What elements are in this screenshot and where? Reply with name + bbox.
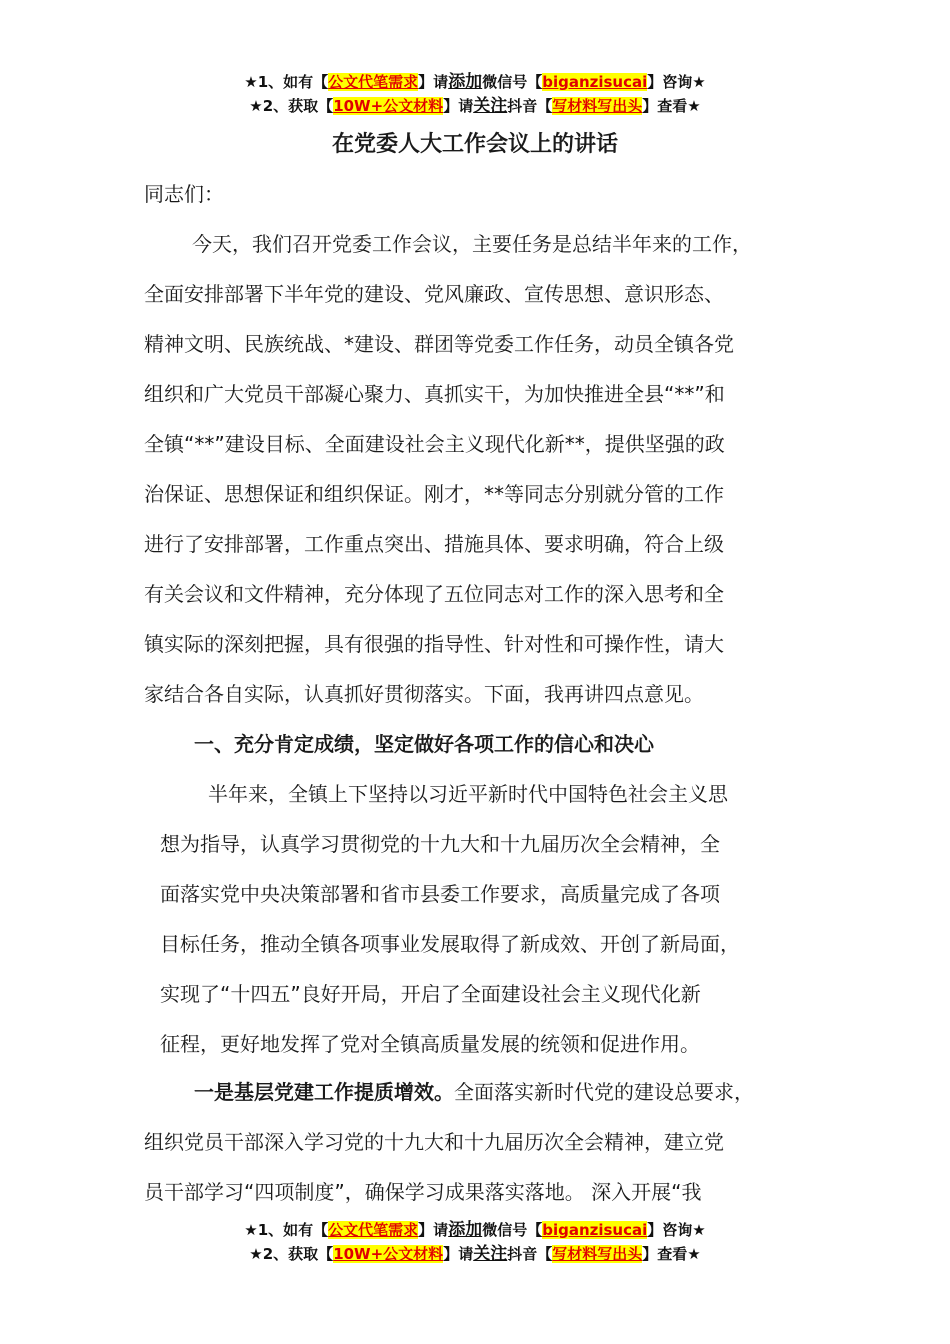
bottom-banner-line-1 (0, 1218, 950, 1242)
text-line: 全镇“**”建设目标、全面建设社会主义现代化新**，提供坚强的政 (144, 432, 725, 456)
banner-highlight-materials: 10W+公文材料 (333, 1245, 444, 1263)
banner-highlight-wechat-id: biganzisucai (542, 1221, 648, 1239)
banner-text: ★2、获取【 (249, 97, 334, 115)
text-line: 组织和广大党员干部凝心聚力、真抓实干，为加快推进全县“**”和 (144, 382, 725, 406)
banner-highlight-douyin: 写材料写出头 (552, 97, 643, 115)
text-line: 员干部学习“四项制度”，确保学习成果落实落地。 深入开展“我 (144, 1180, 702, 1204)
banner-text: 】查看★ (642, 97, 701, 115)
text-line: 有关会议和文件精神，充分体现了五位同志对工作的深入思考和全 (144, 582, 724, 606)
text-line: 治保证、思想保证和组织保证。刚才，**等同志分别就分管的工作 (144, 482, 724, 506)
banner-highlight-douyin: 写材料写出头 (552, 1245, 643, 1263)
banner-text: 】查看★ (642, 1245, 701, 1263)
banner-text: ★1、如有【 (244, 1221, 329, 1239)
salutation: 同志们： (144, 182, 224, 206)
banner-emphasis-add: 添加 (448, 72, 483, 92)
banner-highlight-wechat-id: biganzisucai (542, 73, 648, 91)
text-line: 目标任务，推动全镇各项事业发展取得了新成效、开创了新局面， (160, 932, 740, 956)
paragraph-achievements (160, 769, 840, 1069)
text-line: 今天，我们召开党委工作会议，主要任务是总结半年来的工作， (192, 232, 752, 256)
banner-text: 】咨询★ (647, 1221, 706, 1239)
banner-emphasis-follow: 关注 (473, 96, 508, 116)
top-banner-line-2 (0, 94, 950, 118)
text-segment: 全面落实新时代党的建设总要求， (454, 1080, 754, 1104)
paragraph-intro (144, 219, 824, 719)
banner-text: 抖音【 (507, 97, 553, 115)
text-line: 镇实际的深刻把握，具有很强的指导性、针对性和可操作性，请大 (144, 632, 724, 656)
text-line: 进行了安排部署，工作重点突出、措施具体、要求明确，符合上级 (144, 532, 724, 556)
paragraph-lead: 一是基层党建工作提质增效。 (194, 1080, 454, 1104)
text-line: 组织党员干部深入学习党的十九大和十九届历次全会精神，建立党 (144, 1130, 724, 1154)
top-banner-line-1 (0, 70, 950, 94)
banner-text: 】咨询★ (647, 73, 706, 91)
banner-text: 抖音【 (507, 1245, 553, 1263)
text-line: 想为指导，认真学习贯彻党的十九大和十九届历次全会精神，全 (160, 832, 720, 856)
banner-highlight-service: 公文代笔需求 (328, 73, 419, 91)
banner-emphasis-add: 添加 (448, 1220, 483, 1240)
banner-text: ★1、如有【 (244, 73, 329, 91)
text-line: 面落实党中央决策部署和省市县委工作要求，高质量完成了各项 (160, 882, 720, 906)
bottom-banner-line-2 (0, 1242, 950, 1266)
section-heading-1: 一、充分肯定成绩，坚定做好各项工作的信心和决心 (194, 732, 654, 756)
banner-text: 】请 (443, 1245, 474, 1263)
paragraph-party-building (144, 1067, 824, 1217)
text-line: 精神文明、民族统战、*建设、群团等党委工作任务，动员全镇各党 (144, 332, 734, 356)
text-line: 征程，更好地发挥了党对全镇高质量发展的统领和促进作用。 (160, 1032, 700, 1056)
banner-text: 微信号【 (482, 1221, 543, 1239)
banner-highlight-service: 公文代笔需求 (328, 1221, 419, 1239)
text-line: 全面安排部署下半年党的建设、党风廉政、宣传思想、意识形态、 (144, 282, 724, 306)
text-line: 家结合各自实际，认真抓好贯彻落实。下面，我再讲四点意见。 (144, 682, 704, 706)
banner-emphasis-follow: 关注 (473, 1244, 508, 1264)
banner-highlight-materials: 10W+公文材料 (333, 97, 444, 115)
banner-text: 】请 (418, 1221, 449, 1239)
text-line (144, 1067, 824, 1117)
banner-text: 】请 (418, 73, 449, 91)
banner-text: ★2、获取【 (249, 1245, 334, 1263)
document-title: 在党委人大工作会议上的讲话 (331, 132, 618, 157)
text-line: 半年来，全镇上下坚持以习近平新时代中国特色社会主义思 (208, 782, 728, 806)
banner-text: 】请 (443, 97, 474, 115)
banner-text: 微信号【 (482, 73, 543, 91)
text-line: 实现了“十四五”良好开局，开启了全面建设社会主义现代化新 (160, 982, 701, 1006)
